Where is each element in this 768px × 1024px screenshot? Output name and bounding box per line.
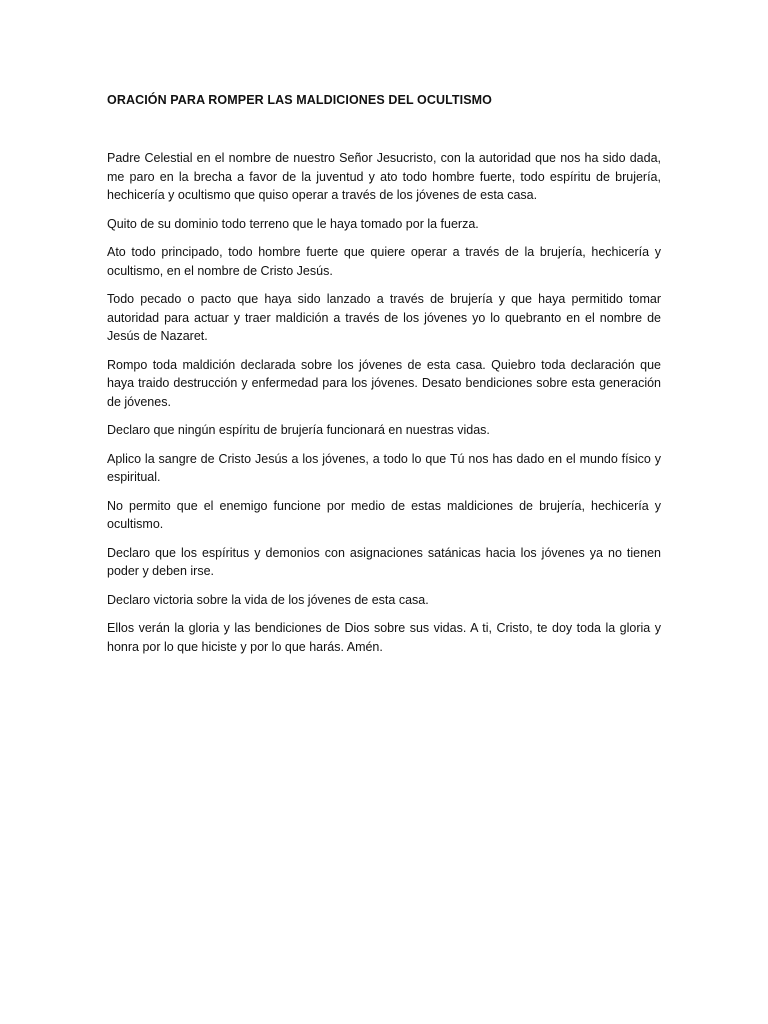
paragraph: No permito que el enemigo funcione por medio de estas maldiciones de brujería, hechicería y ocultismo. [107,498,661,531]
paragraph: Ato todo principado, todo hombre fuerte que quiere operar a través de la brujería, hechicería y ocultismo, en el nombre de Cristo Jesús. [107,245,661,278]
paragraph: Quito de su dominio todo terreno que le haya tomado por la fuerza. [107,216,479,231]
paragraph: Rompo toda maldición declarada sobre los jóvenes de esta casa. Quiebro toda declaración que haya traido destrucción y enfermedad para los jóvenes. Desato bendiciones sobre esta generación de jóvenes. [107,357,661,409]
paragraph: Todo pecado o pacto que haya sido lanzado a través de brujería y que haya permitido tomar autoridad para actuar y traer maldición a través de los jóvenes yo lo quebranto en el nombre de Jesús de Nazaret. [107,292,661,343]
document-title: ORACIÓN PARA ROMPER LAS MALDICIONES DEL OCULTISMO [107,93,492,107]
paragraph: Declaro que los espíritus y demonios con asignaciones satánicas hacia los jóvenes ya no tienen poder y deben irse. [107,545,661,578]
document-page [107,93,661,666]
paragraph: Padre Celestial en el nombre de nuestro Señor Jesucristo, con la autoridad que nos ha sido dada, me paro en la brecha a favor de la juventud y ato todo hombre fuerte, todo espíritu de brujería, hechicería y ocultismo que quiso operar a través de los jóvenes de esta casa. [107,151,661,202]
paragraph: Aplico la sangre de Cristo Jesús a los jóvenes, a todo lo que Tú nos has dado en el mundo físico y espiritual. [107,451,661,484]
paragraph: Ellos verán la gloria y las bendiciones de Dios sobre sus vidas. A ti, Cristo, te doy toda la gloria y honra por lo que hiciste y por lo que harás. Amén. [107,621,661,654]
paragraph: Declaro victoria sobre la vida de los jóvenes de esta casa. [107,592,429,607]
paragraph: Declaro que ningún espíritu de brujería funcionará en nuestras vidas. [107,423,490,437]
